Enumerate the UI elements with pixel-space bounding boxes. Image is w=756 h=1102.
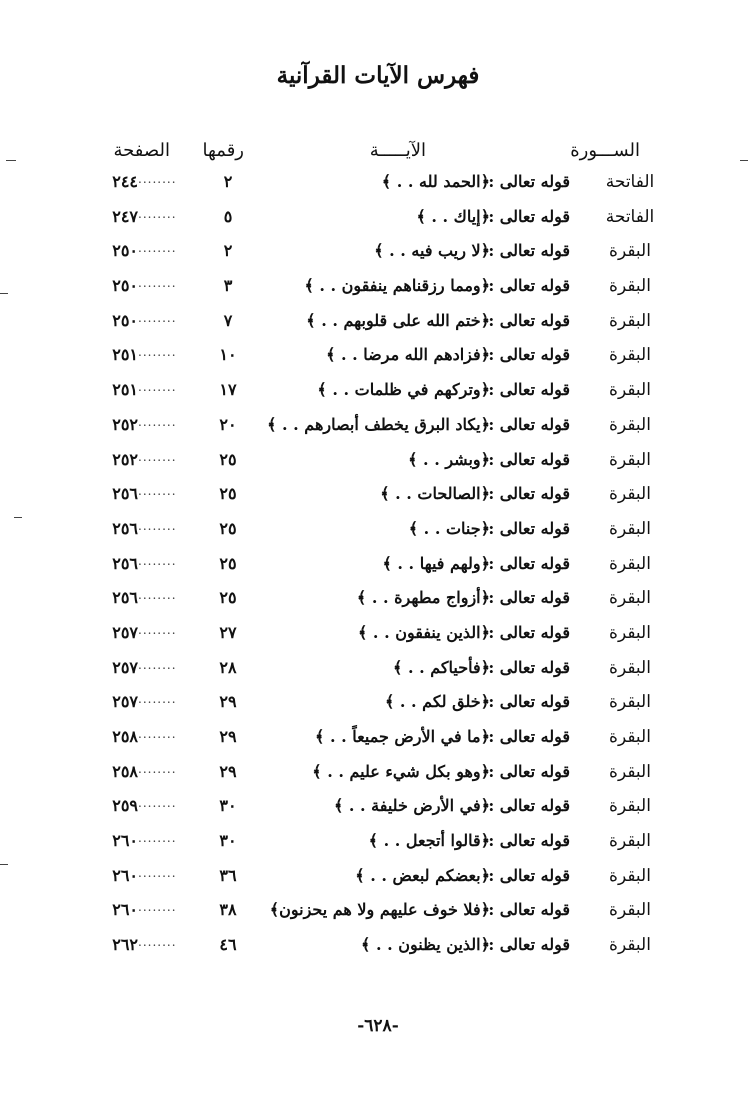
ayah-number: ٢٠ [219, 414, 237, 434]
ayah-text: ﴿قالوا أتجعل . . ﴾ [368, 831, 490, 851]
ayah-number: ٢٥ [219, 588, 237, 608]
table-row [0, 866, 756, 901]
ayah-text: ﴿فزادهم الله مرضا . . ﴾ [326, 345, 490, 365]
verse-index-list [0, 172, 756, 970]
ayah-number: ٣٠ [219, 831, 237, 851]
surah-name: البقرة [609, 345, 651, 366]
ayah-text: ﴿يكاد البرق يخطف أبصارهم . . ﴾ [267, 414, 490, 434]
ayah-text: ﴿وبشر . . ﴾ [408, 449, 490, 469]
dot-leader: ........ [138, 657, 177, 672]
ayah-text: ﴿أزواج مطهرة . . ﴾ [356, 588, 490, 608]
page-ref: ٢٥٢ [112, 449, 138, 469]
page-ref: ٢٦٠ [112, 900, 138, 920]
intro-text: قوله تعالى : [488, 241, 570, 261]
page-ref: ٢٥٧ [112, 692, 138, 712]
ayah-number: ١٠ [219, 345, 237, 365]
table-row [0, 519, 756, 554]
table-row [0, 935, 756, 970]
table-row [0, 900, 756, 935]
dot-leader: ........ [138, 484, 177, 499]
column-header-page: الصفحة [113, 140, 170, 161]
ayah-text: ﴿ختم الله على قلوبهم . . ﴾ [306, 310, 490, 330]
dot-leader: ........ [138, 935, 177, 950]
table-row [0, 796, 756, 831]
intro-text: قوله تعالى : [488, 657, 570, 677]
page-ref: ٢٥٧ [112, 657, 138, 677]
dot-leader: ........ [138, 518, 177, 533]
intro-text: قوله تعالى : [488, 172, 570, 191]
column-header-number: رقمها [202, 140, 244, 161]
page-title: فهرس الآيات القرآنية [276, 62, 480, 89]
ayah-text: ﴿الحمد لله . . ﴾ [381, 172, 490, 191]
page-ref: ٢٥١ [112, 345, 138, 365]
surah-name: البقرة [609, 865, 651, 886]
table-row [0, 727, 756, 762]
page-ref: ٢٤٧ [112, 206, 138, 226]
surah-name: البقرة [609, 692, 651, 713]
ayah-text: ﴿ولهم فيها . . ﴾ [382, 553, 490, 573]
intro-text: قوله تعالى : [488, 276, 570, 296]
ayah-number: ٢٥ [219, 553, 237, 573]
surah-name: البقرة [609, 380, 651, 401]
intro-text: قوله تعالى : [488, 796, 570, 816]
page-ref: ٢٥٨ [112, 727, 138, 746]
ayah-text: ﴿إياك . . ﴾ [416, 206, 490, 226]
surah-name: البقرة [609, 657, 651, 678]
ayah-text: ﴿خلق لكم . . ﴾ [384, 692, 490, 712]
page-ref: ٢٦٠ [112, 865, 138, 885]
ayah-text: ﴿وتركهم في ظلمات . . ﴾ [317, 380, 490, 400]
intro-text: قوله تعالى : [488, 865, 570, 885]
surah-name: البقرة [609, 622, 651, 643]
dot-leader: ........ [138, 345, 177, 360]
ayah-text: ﴿الذين يظنون . . ﴾ [361, 935, 490, 955]
table-row [0, 241, 756, 276]
dot-leader: ........ [138, 900, 177, 915]
surah-name: البقرة [609, 276, 651, 297]
table-row [0, 415, 756, 450]
scan-mark [740, 160, 748, 161]
ayah-number: ٤٦ [219, 935, 237, 955]
table-row [0, 554, 756, 589]
dot-leader: ........ [138, 865, 177, 880]
intro-text: قوله تعالى : [488, 484, 570, 504]
dot-leader: ........ [138, 553, 177, 568]
surah-name: البقرة [609, 484, 651, 505]
ayah-number: ١٧ [219, 380, 237, 400]
page-ref: ٢٥٦ [112, 518, 138, 538]
page-ref: ٢٥٢ [112, 414, 138, 434]
ayah-text: ﴿ومما رزقناهم ينفقون . . ﴾ [304, 276, 490, 296]
ayah-number: ٢ [223, 241, 233, 261]
surah-name: البقرة [609, 831, 651, 852]
page-ref: ٢٥٦ [112, 553, 138, 573]
intro-text: قوله تعالى : [488, 345, 570, 365]
scan-mark [14, 517, 22, 518]
surah-name: البقرة [609, 241, 651, 262]
page-ref: ٢٥٠ [112, 276, 138, 296]
dot-leader: ........ [138, 414, 177, 429]
table-row [0, 207, 756, 242]
table-row [0, 658, 756, 693]
page-ref: ٢٤٤ [112, 172, 138, 191]
surah-name: البقرة [609, 414, 651, 435]
intro-text: قوله تعالى : [488, 380, 570, 400]
ayah-text: ﴿جنات . . ﴾ [408, 518, 490, 538]
ayah-number: ٧ [223, 310, 233, 330]
ayah-number: ٣ [223, 276, 233, 296]
dot-leader: ........ [138, 692, 177, 707]
page-ref: ٢٥٩ [112, 796, 138, 816]
ayah-number: ٢٥ [219, 518, 237, 538]
surah-name: البقرة [609, 900, 651, 921]
scan-mark [6, 160, 16, 161]
table-row [0, 484, 756, 519]
intro-text: قوله تعالى : [488, 622, 570, 642]
intro-text: قوله تعالى : [488, 206, 570, 226]
ayah-number: ٢٥ [219, 449, 237, 469]
dot-leader: ........ [138, 796, 177, 811]
ayah-number: ٢٧ [219, 622, 237, 642]
ayah-number: ٢٩ [219, 727, 237, 746]
page-ref: ٢٥٦ [112, 588, 138, 608]
page-ref: ٢٥٨ [112, 761, 138, 781]
surah-name: الفاتحة [605, 172, 655, 192]
surah-name: البقرة [609, 553, 651, 574]
dot-leader: ........ [138, 380, 177, 395]
dot-leader: ........ [138, 727, 177, 741]
surah-name: البقرة [609, 588, 651, 609]
surah-name: البقرة [609, 727, 651, 747]
intro-text: قوله تعالى : [488, 310, 570, 330]
dot-leader: ........ [138, 241, 177, 256]
intro-text: قوله تعالى : [488, 727, 570, 746]
ayah-number: ٣٨ [219, 900, 237, 920]
table-row [0, 380, 756, 415]
dot-leader: ........ [138, 588, 177, 603]
page-ref: ٢٥١ [112, 380, 138, 400]
ayah-number: ٣٠ [219, 796, 237, 816]
ayah-number: ٢٩ [219, 692, 237, 712]
surah-name: البقرة [609, 310, 651, 331]
intro-text: قوله تعالى : [488, 449, 570, 469]
dot-leader: ........ [138, 206, 177, 221]
surah-name: البقرة [609, 796, 651, 817]
table-row [0, 172, 756, 207]
page-number: -٦٢٨- [357, 1016, 399, 1036]
table-row [0, 762, 756, 797]
dot-leader: ........ [138, 622, 177, 637]
dot-leader: ........ [138, 276, 177, 291]
column-header-surah: الســـورة [570, 140, 640, 161]
page-ref: ٢٥٠ [112, 310, 138, 330]
intro-text: قوله تعالى : [488, 553, 570, 573]
table-row [0, 588, 756, 623]
page-ref: ٢٥٧ [112, 622, 138, 642]
ayah-text: ﴿في الأرض خليفة . . ﴾ [333, 796, 490, 816]
surah-name: البقرة [609, 449, 651, 470]
surah-name: البقرة [609, 518, 651, 539]
table-row [0, 345, 756, 380]
ayah-text: ﴿فلا خوف عليهم ولا هم يحزنون﴾ [269, 900, 490, 920]
table-row [0, 623, 756, 658]
dot-leader: ........ [138, 310, 177, 325]
scan-mark [0, 293, 8, 294]
table-row [0, 692, 756, 727]
intro-text: قوله تعالى : [488, 414, 570, 434]
ayah-text: ﴿فأحياكم . . ﴾ [393, 657, 490, 677]
scan-mark [0, 864, 8, 865]
surah-name: البقرة [609, 935, 651, 956]
table-row [0, 311, 756, 346]
ayah-number: ٥ [223, 206, 233, 226]
page-ref: ٢٦٠ [112, 831, 138, 851]
ayah-text: ﴿الصالحات . . ﴾ [380, 484, 490, 504]
ayah-number: ٣٦ [219, 865, 237, 885]
ayah-text: ﴿ما في الأرض جميعاً . . ﴾ [315, 727, 490, 746]
ayah-text: ﴿وهو بكل شيء عليم . . ﴾ [312, 761, 490, 781]
intro-text: قوله تعالى : [488, 831, 570, 851]
page-ref: ٢٦٢ [112, 935, 138, 955]
dot-leader: ........ [138, 449, 177, 464]
table-row [0, 831, 756, 866]
ayah-text: ﴿الذين ينفقون . . ﴾ [357, 622, 490, 642]
ayah-number: ٢٩ [219, 761, 237, 781]
surah-name: البقرة [609, 761, 651, 782]
table-row [0, 276, 756, 311]
ayah-text: ﴿لا ريب فيه . . ﴾ [374, 241, 490, 261]
intro-text: قوله تعالى : [488, 518, 570, 538]
dot-leader: ........ [138, 172, 177, 186]
page-ref: ٢٥٠ [112, 241, 138, 261]
ayah-number: ٢٨ [219, 657, 237, 677]
ayah-number: ٢٥ [219, 484, 237, 504]
ayah-text: ﴿بعضكم لبعض . . ﴾ [355, 865, 490, 885]
intro-text: قوله تعالى : [488, 761, 570, 781]
dot-leader: ........ [138, 761, 177, 776]
page-ref: ٢٥٦ [112, 484, 138, 504]
surah-name: الفاتحة [605, 206, 655, 227]
intro-text: قوله تعالى : [488, 900, 570, 920]
intro-text: قوله تعالى : [488, 935, 570, 955]
intro-text: قوله تعالى : [488, 692, 570, 712]
intro-text: قوله تعالى : [488, 588, 570, 608]
column-header-ayah: الآيـــــة [369, 140, 426, 161]
table-row [0, 450, 756, 485]
dot-leader: ........ [138, 831, 177, 846]
ayah-number: ٢ [223, 172, 233, 191]
